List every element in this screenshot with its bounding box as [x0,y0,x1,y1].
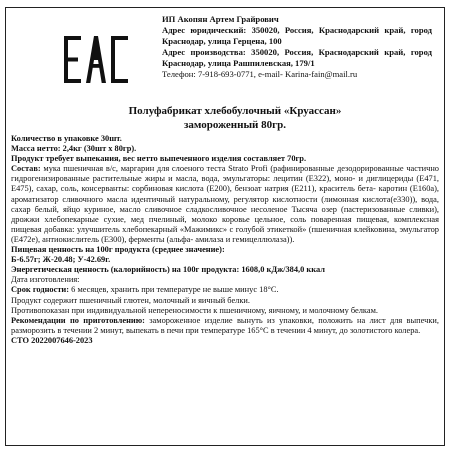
nutrition-title: Пищевая ценность на 100г продукта (среднее значение): [11,245,225,255]
manufacture-date: Дата изготовления: [11,275,80,285]
shelf-life-label: Срок годности: [11,285,70,295]
standard-code: СТО 2022007646-2023 [11,335,93,345]
shelf-life-text: 6 месяцев, хранить при температуре не выше минус 18°С. [69,285,279,295]
baking-note: Продукт требует выпекания, вес нетто выпеченного изделия составляет 70гр. [11,154,307,164]
company-name: ИП Акопян Артем Грайрович [162,14,279,24]
manufacturer-header [162,14,432,80]
production-address: Адрес производства: 350020, Россия, Краснодарский край, город Краснодар, улица Рашпилевская, 179/1 [162,47,432,68]
shelf-life [11,285,439,295]
composition-label: Состав: [11,164,41,174]
quantity: Количество в упаковке 30шт. [11,134,122,143]
preparation-label: Рекомендации по приготовлению: [11,315,145,325]
net-weight: Масса нетто: 2,4кг (30шт х 80гр). [11,144,137,154]
energy-value: Энергетическая ценность (калорийность) на 100г продукта: 1608,0 кДж/384,0 ккал [11,265,325,275]
contacts: Телефон: 7-918-693-0771, e-mail- Karina-fain@mail.ru [162,69,358,79]
eac-logo-icon [64,36,128,83]
product-title-line1: Полуфабрикат хлебобулочный «Круассан» [128,105,342,117]
allergen-note: Продукт содержит пшеничный глютен, молочный и яичный белки. [11,295,251,305]
legal-address: Адрес юридический: 350020, Россия, Краснодарский край, город Краснодар, улица Герцена, 100 [162,25,432,46]
composition [11,164,439,245]
nutrition-values: Б-6.57г; Ж-20.48; У-42.69г. [11,255,111,265]
preparation-text: замороженное изделие вынуть из упаковки, положить на лист для выпечки, разморозить в течении 2 минут, выпекать в печи при температуре 165°С в течении 4 минут, до золотистого колера. [11,315,439,335]
product-title-line2: замороженный 80гр. [183,119,287,131]
product-info [11,134,439,346]
product-title [70,104,400,132]
composition-text: мука пшеничная в/с, маргарин для слоеного теста Strato Profi (рафинированные дезодорированные частично гидрогенизированные растительные жиры и масла, вода, эмульгаторы: лецитин (E322), моно- и диглицериды (E471, E475), сахар, соль, консерванты: сорбиновая кислота (E200), бензоат натрия (E211), краситель бета- каротин (E160a), ароматизатор сливочного масла идентичный натуральному, регулятор кислотности (лимонная кислота(e330)), вода, сахар белый, яйцо куриное, масло сливочное сладкосливочное несоленое Тысяча озер (пастеризованные сливки), дрожжи хлебопекарные сухие, мед пчелиный, молоко коровье цельное, соль поваренная пищевая, комплексная пищевая добавка: улучшитель хлебопекарный «Мажимикс» с голубой этикеткой» (пшеничная клейковина, эмульгатор (E472e), антиокислитель (E300), ферменты (альфа- амилаза и гемицеллюлаза)). [11,164,439,244]
eac-certification-mark [64,36,128,83]
preparation [11,316,439,336]
contraindication: Противопоказан при индивидуальной непереносимости к пшеничному, яичному, и молочному белкам. [11,305,378,315]
